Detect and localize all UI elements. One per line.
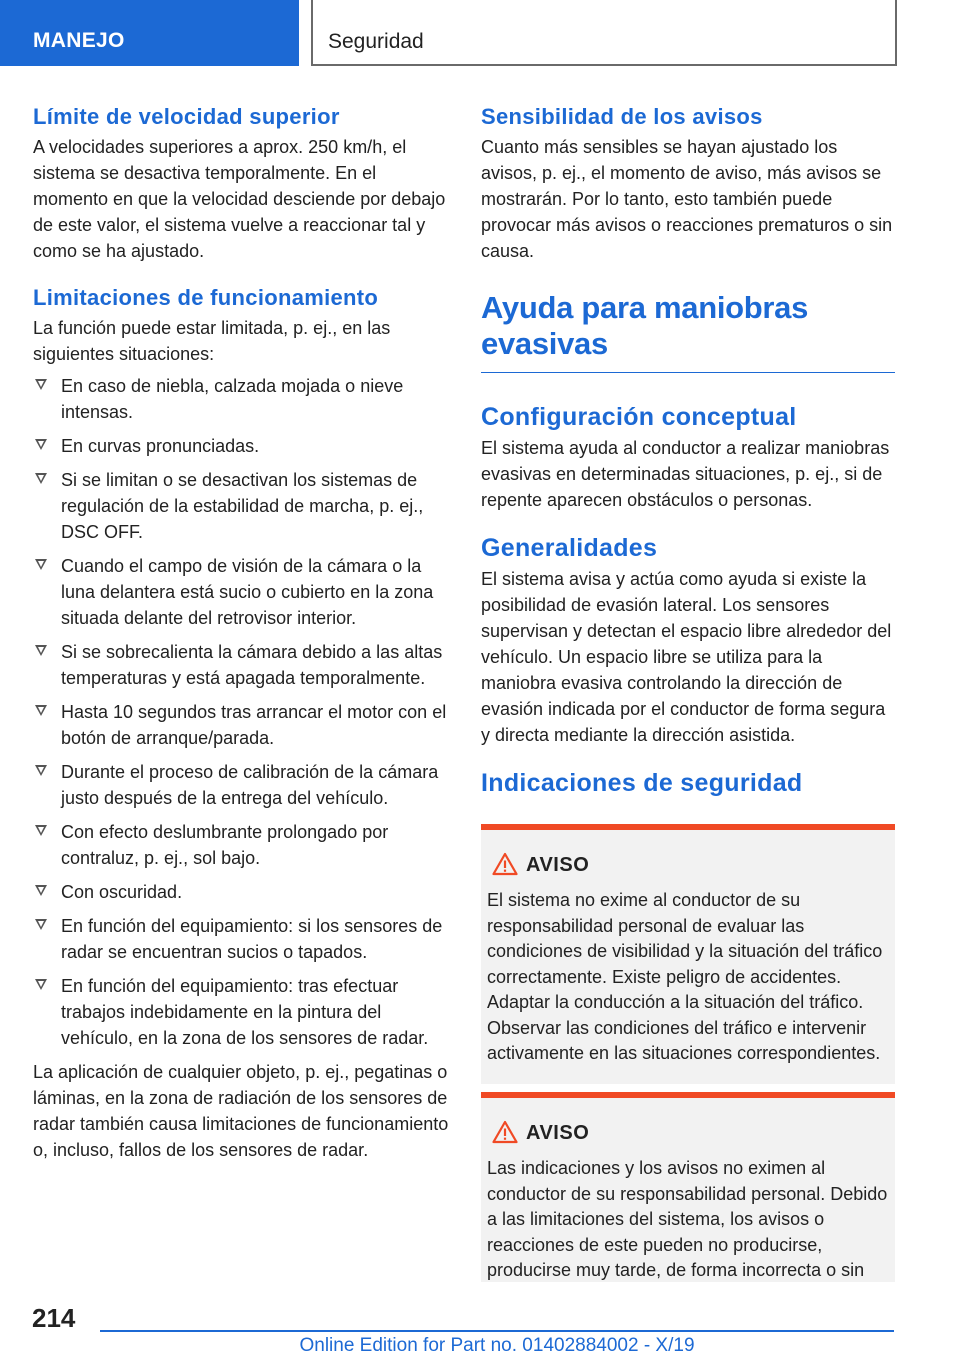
footer-edition: Online Edition for Part no. 01402884002 - X/19 (299, 1335, 695, 1356)
list-item: Hasta 10 segundos tras arrancar el motor con el botón de arranque/parada. (33, 699, 451, 751)
heading-generalidades: Generalidades (481, 534, 658, 562)
warning-box (481, 824, 895, 1084)
warning-text: Las indicaciones y los avisos no eximen al conductor de su responsabilidad personal. Debido a las limitaciones del sistema, los avisos o reacciones de este pueden no producirse, producirse muy tarde, de forma incorrecta o sin (487, 1158, 888, 1280)
triangle-bullet-icon (35, 473, 47, 484)
triangle-bullet-icon (35, 765, 47, 776)
chapter-title: MANEJO (33, 29, 125, 52)
paragraph-configuracion: El sistema ayuda al conductor a realizar maniobras evasivas en determinadas situaciones, p. ej., si de repente aparecen obstáculos o personas. (481, 438, 890, 510)
triangle-bullet-icon (35, 379, 47, 390)
triangle-bullet-icon (35, 559, 47, 570)
paragraph-limitaciones: La función puede estar limitada, p. ej., en las siguientes situaciones: (33, 318, 391, 364)
list-item: Con oscuridad. (33, 879, 451, 905)
list-item: Durante el proceso de calibración de la cámara justo después de la entrega del vehículo. (33, 759, 451, 811)
warning-triangle-icon (492, 1120, 518, 1144)
warning-text: El sistema no exime al conductor de su responsabilidad personal de evaluar las condiciones de visibilidad y la situación del tráfico correctamente. Existe peligro de accidentes. Adaptar la conducción a la situación del tráfico. Observar las condiciones del tráfico e intervenir activamente en las situaciones correspondientes. (487, 890, 883, 1063)
heading-sensibilidad: Sensibilidad de los avisos (481, 104, 763, 129)
right-column (481, 100, 895, 801)
warning-title: AVISO (526, 1122, 590, 1144)
list-item: Con efecto deslumbrante prolongado por contraluz, p. ej., sol bajo. (33, 819, 451, 871)
triangle-bullet-icon (35, 645, 47, 656)
chapter-heading-block (481, 290, 895, 373)
list-item: Si se sobrecalienta la cámara debido a las altas temperaturas y está apagada temporalmente. (33, 639, 451, 691)
triangle-bullet-icon (35, 825, 47, 836)
warning-title: AVISO (526, 854, 590, 876)
triangle-bullet-icon (35, 885, 47, 896)
list-item: En caso de niebla, calzada mojada o nieve intensas. (33, 373, 451, 425)
paragraph-generalidades: El sistema avisa y actúa como ayuda si existe la posibilidad de evasión lateral. Los sensores supervisan y detectan el espacio libre alrededor del vehículo. Un espacio libre se utiliza para la maniobra evasiva controlando la dirección de evasión indicada por el conductor de forma segura y directa mediante la dirección asistida. (481, 569, 892, 745)
left-column (33, 100, 451, 1163)
warning-box (481, 1092, 895, 1282)
list-item: Si se limitan o se desactivan los sistemas de regulación de la estabilidad de marcha, p. ej., DSC OFF. (33, 467, 451, 545)
heading-limitaciones: Limitaciones de funcionamiento (33, 285, 379, 310)
triangle-bullet-icon (35, 439, 47, 450)
triangle-bullet-icon (35, 705, 47, 716)
triangle-bullet-icon (35, 979, 47, 990)
heading-indicaciones: Indicaciones de seguridad (481, 769, 803, 797)
section-header (311, 0, 897, 66)
section-title: Seguridad (328, 30, 424, 53)
list-item: Cuando el campo de visión de la cámara o la luna delantera está sucio o cubierto en la zona situada delante del retrovisor interior. (33, 553, 451, 631)
paragraph-sensibilidad: Cuanto más sensibles se hayan ajustado los avisos, p. ej., el momento de aviso, más avisos se mostrarán. Por lo tanto, esto también puede provocar más avisos o reacciones prematuros o sin causa. (481, 137, 893, 261)
list-item: En función del equipamiento: tras efectuar trabajos indebidamente en la pintura del vehículo, en la zona de los sensores de radar. (33, 973, 451, 1051)
heading-limite-velocidad: Límite de velocidad superior (33, 104, 340, 129)
triangle-bullet-icon (35, 919, 47, 930)
warning-triangle-icon (492, 852, 518, 876)
heading-ayuda-maniobras: Ayuda para maniobras evasivas (481, 290, 809, 361)
list-item: En función del equipamiento: si los sensores de radar se encuentran sucios o tapados. (33, 913, 451, 965)
page-number: 214 (32, 1303, 76, 1333)
chapter-tab (0, 0, 299, 66)
list-item: En curvas pronunciadas. (33, 433, 451, 459)
paragraph-aplicacion: La aplicación de cualquier objeto, p. ej., pegatinas o láminas, en la zona de radiación de los sensores de radar también causa limitaciones de funcionamiento o, incluso, fallos de los sensores de radar. (33, 1062, 449, 1160)
limitations-list (33, 373, 451, 1051)
heading-configuracion: Configuración conceptual (481, 403, 797, 431)
paragraph-limite-velocidad: A velocidades superiores a aprox. 250 km/h, el sistema se desactiva temporalmente. En el momento en que la velocidad desciende por debajo de este valor, el sistema vuelve a reaccionar tal y como se ha ajustado. (33, 137, 446, 261)
